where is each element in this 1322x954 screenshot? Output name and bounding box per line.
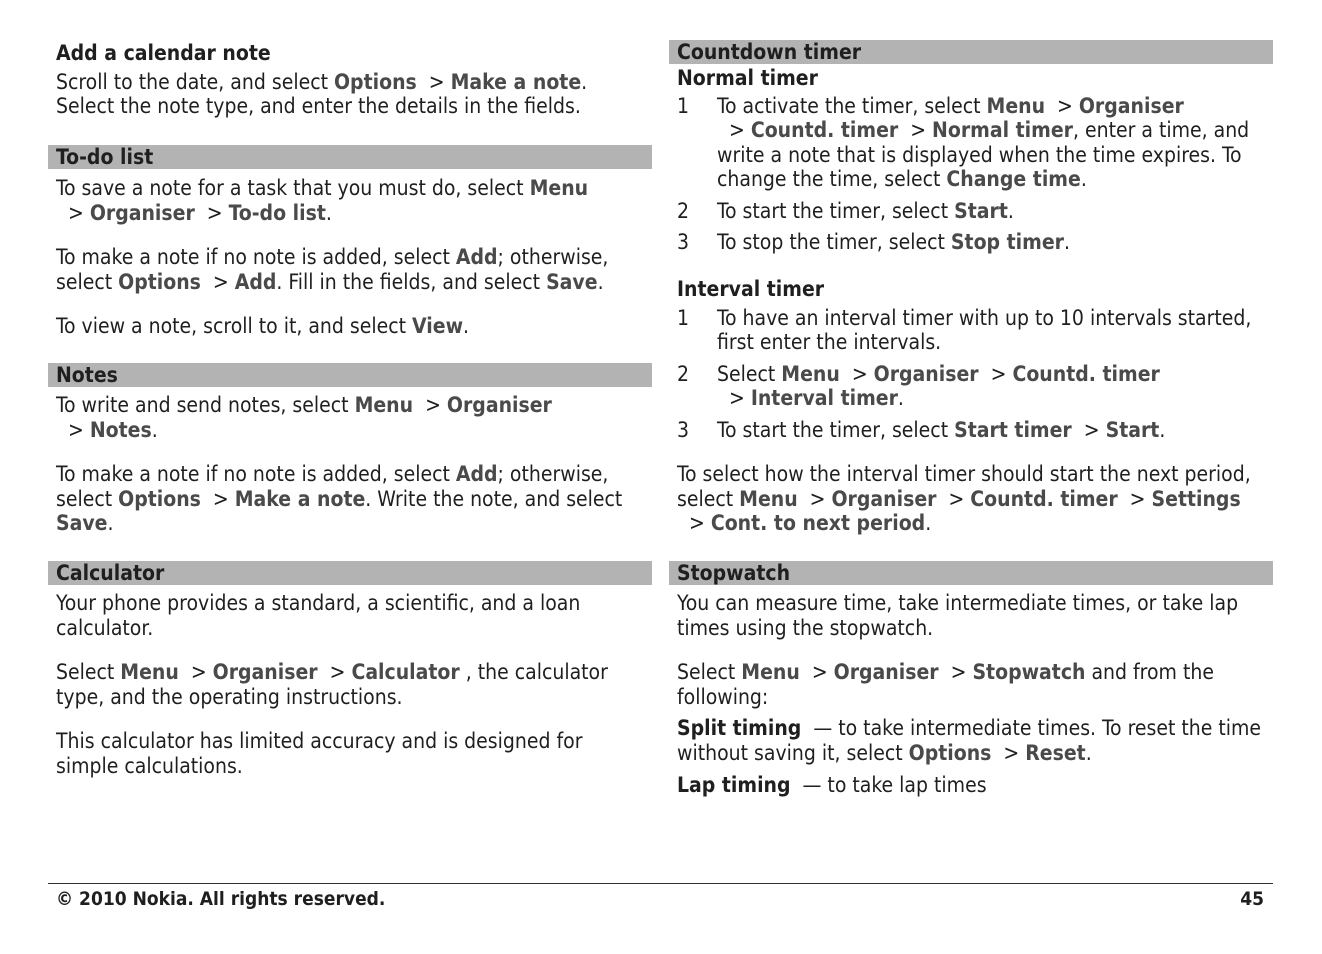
stopwatch-heading: Stopwatch <box>669 561 1273 585</box>
calendar-note-text: Scroll to the date, and select Options > Make a note. Select the note type, and enter the details in the fields. <box>56 69 588 118</box>
interval-timer-steps <box>669 306 1273 443</box>
stopwatch-lap-timing: Lap timing — to take lap times <box>677 773 987 797</box>
interval-timer-settings-text: To select how the interval timer should start the next period, select Menu > Organiser > Countd. timer > Settings > Cont. to next period. <box>677 462 1251 535</box>
stopwatch-split-timing: Split timing — to take intermediate times. To reset the time without saving it, select Options > Reset. <box>677 716 1268 765</box>
interval-timer-heading: Interval timer <box>677 277 825 301</box>
calculator-text-1: Your phone provides a standard, a scientific, and a loan calculator. <box>56 591 581 640</box>
calendar-note-heading: Add a calendar note <box>56 41 271 65</box>
calendar-note-section <box>48 41 652 119</box>
todo-text-3: To view a note, scroll to it, and select View. <box>56 314 470 338</box>
page-number: 45 <box>1240 888 1264 910</box>
todo-section <box>48 145 652 339</box>
stopwatch-text-1: You can measure time, take intermediate times, or take lap times using the stopwatch. <box>677 591 1239 640</box>
list-item: 3 To start the timer, select Start timer > Start. <box>677 417 1166 442</box>
normal-timer-steps <box>669 94 1273 255</box>
list-item: 2 To start the timer, select Start. <box>677 198 1014 223</box>
interval-timer-section <box>669 277 1273 536</box>
list-item: 1 To have an interval timer with up to 10 intervals started, first enter the intervals. <box>677 305 1252 354</box>
notes-heading: Notes <box>48 363 652 387</box>
notes-text-1: To write and send notes, select Menu > Organiser > Notes. <box>56 393 552 442</box>
copyright-text: © 2010 Nokia. All rights reserved. <box>56 888 386 910</box>
notes-section <box>48 363 652 536</box>
countdown-heading: Countdown timer <box>669 40 1273 64</box>
calculator-heading: Calculator <box>48 561 652 585</box>
calculator-text-3: This calculator has limited accuracy and is designed for simple calculations. <box>56 729 583 778</box>
stopwatch-text-2: Select Menu > Organiser > Stopwatch and from the following: <box>677 660 1214 709</box>
list-item: 2 Select Menu > Organiser > Countd. timer > Interval timer. <box>677 361 1160 410</box>
normal-timer-heading: Normal timer <box>677 66 818 90</box>
notes-text-2: To make a note if no note is added, select Add; otherwise, select Options > Make a note. Write the note, and select Save. <box>56 462 623 535</box>
todo-heading: To-do list <box>48 145 652 169</box>
list-item: 3 To stop the timer, select Stop timer. <box>677 230 1070 254</box>
list-item: 1 To activate the timer, select Menu > Organiser > Countd. timer > Normal timer, enter a time, and write a note that is displayed when the time expires. To change the time, select Change time. <box>677 93 1250 191</box>
page-footer <box>48 883 1273 910</box>
calculator-text-2: Select Menu > Organiser > Calculator , the calculator type, and the operating instructions. <box>56 660 608 709</box>
stopwatch-section <box>669 561 1273 798</box>
countdown-section <box>669 40 1273 255</box>
todo-text-2: To make a note if no note is added, select Add; otherwise, select Options > Add. Fill in the fields, and select Save. <box>56 245 609 294</box>
calculator-section <box>48 561 652 778</box>
todo-text-1: To save a note for a task that you must do, select Menu > Organiser > To-do list. <box>56 176 589 225</box>
